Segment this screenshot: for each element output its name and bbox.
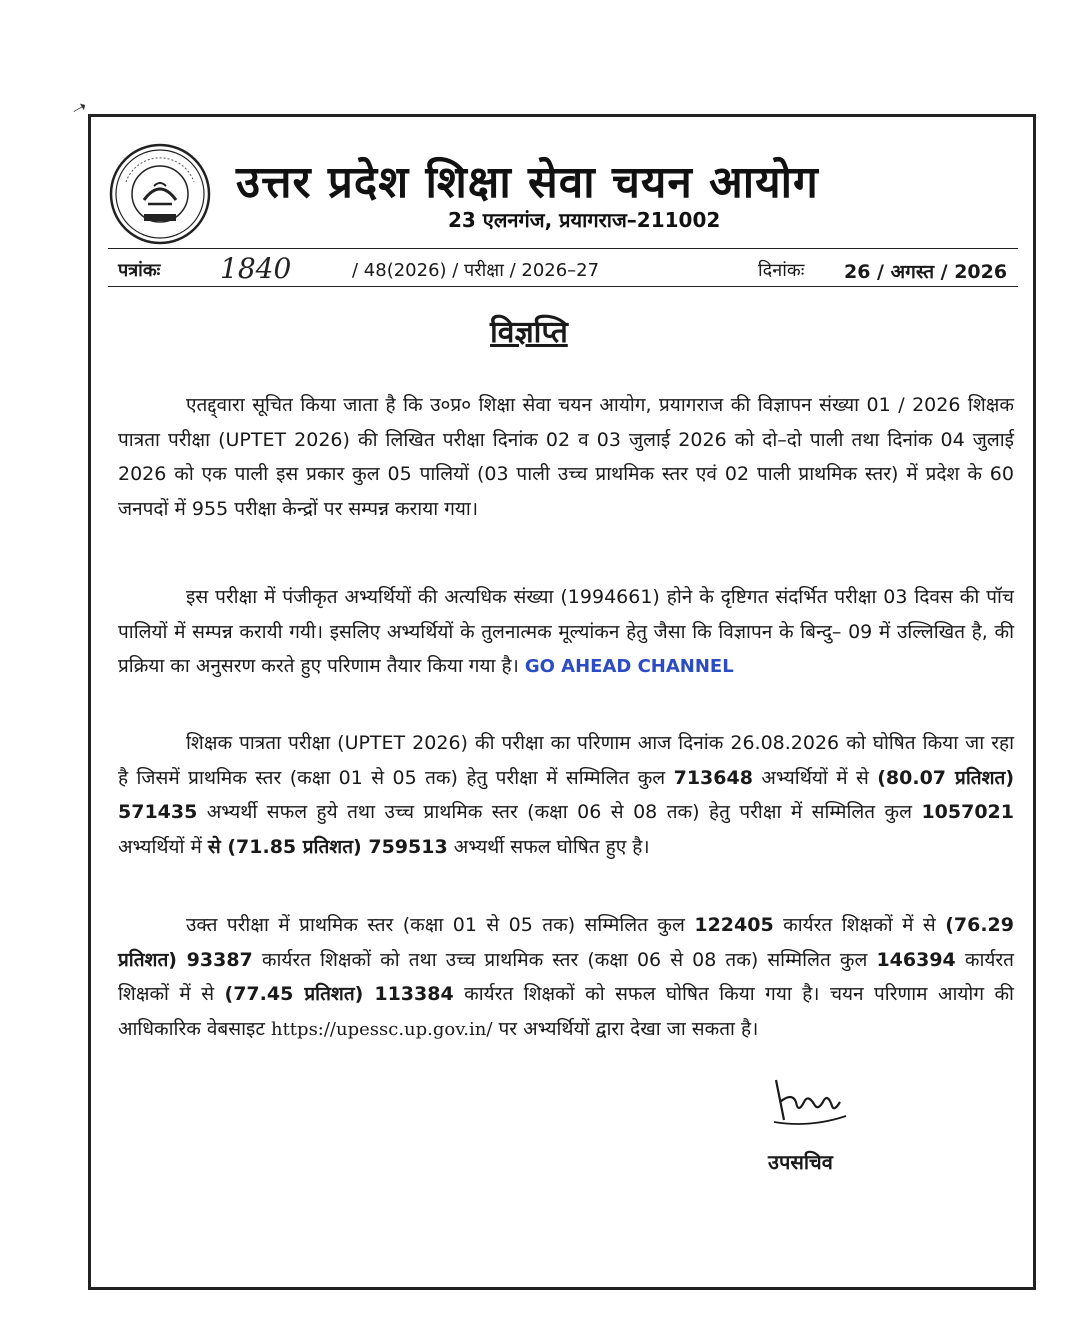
- staple-mark: ➝: [67, 95, 92, 122]
- upper-primary-pass-stat: से (71.85 प्रतिशत) 759513: [207, 835, 448, 858]
- paragraph-3-text: अभ्यर्थियों में: [118, 835, 208, 858]
- paragraph-3: [118, 726, 1014, 864]
- document-border: [88, 114, 1036, 1290]
- upper-primary-teachers-count: 146394: [876, 948, 956, 971]
- reference-label: पत्रांकः: [118, 260, 161, 281]
- primary-teachers-pass-stat: (76.29 प्रतिशत) 93387: [118, 914, 1015, 971]
- paragraph-1: एतद्द्वारा सूचित किया जाता है कि उ०प्र० शिक्षा सेवा चयन आयोग, प्रयागराज की विज्ञापन संख्या 01 / 2026 शिक्षक पात्रता परीक्षा (UPTET 2026) की लिखित परीक्षा दिनांक 02 व 03 जुलाई 2026 को दो–दो पाली तथा दिनांक 04 जुलाई 2026 को एक पाली इस प्रकार कुल 05 पालियों (03 पाली उच्च प्राथमिक स्तर एवं 02 पाली प्राथमिक स्तर) में प्रदेश के 60 जनपदों में 955 परीक्षा केन्द्रों पर सम्पन्न कराया गया।: [118, 394, 1014, 520]
- paragraph-2: [118, 580, 1014, 685]
- primary-teachers-count: 122405: [694, 914, 774, 936]
- paragraph-4-text: कार्यरत शिक्षकों में से: [118, 948, 1014, 1005]
- paragraph-2-text: इस परीक्षा में पंजीकृत अभ्यर्थियों की अत्यधिक संख्या (1994661) होने के दृष्टिगत संदर्भित परीक्षा 03 दिवस की पॉच पालियों में सम्पन्न करायी गयी। इसलिए अभ्यर्थियों के तुलनात्मक मूल्यांकन हेतु जैसा कि विज्ञापन के बिन्दु– 09 में उल्लिखित है, की प्रक्रिया का अनुसरण करते हुए परिणाम तैयार किया गया है।: [118, 586, 1014, 677]
- header-divider: [108, 248, 1018, 249]
- paragraph-4-text: पर अभ्यर्थियों द्वारा देखा जा सकता है।: [492, 1017, 759, 1040]
- signature-image: [770, 1072, 850, 1132]
- reference-handwritten-number: 1840: [220, 252, 292, 285]
- paragraph-3-text: अभ्यर्थी सफल हुये तथा उच्च प्राथमिक स्तर (कक्षा 06 से 08 तक) हेतु परीक्षा में सम्मिलित कुल: [197, 801, 922, 823]
- website-link[interactable]: https://upessc.up.gov.in/: [270, 1018, 493, 1040]
- watermark-text: GO AHEAD CHANNEL: [524, 656, 734, 677]
- commission-address: 23 एलनगंज, प्रयागराज–211002: [448, 208, 721, 232]
- paragraph-4-text: कार्यरत शिक्षकों को तथा उच्च प्राथमिक स्तर (कक्षा 06 से 08 तक) सम्मिलित कुल: [252, 948, 877, 971]
- paragraph-3-text: अभ्यर्थियों में से: [752, 766, 878, 789]
- reference-code: / 48(2026) / परीक्षा / 2026–27: [352, 260, 600, 281]
- reference-divider: [108, 286, 1018, 287]
- paragraph-3-text: शिक्षक पात्रता परीक्षा (UPTET 2026) की परीक्षा का परिणाम आज दिनांक 26.08.2026 को घोषित किया जा रहा है जिसमें प्राथमिक स्तर (कक्षा 01 से 05 तक) हेतु परीक्षा में सम्मिलित कुल: [118, 732, 1014, 789]
- paragraph-3-text: अभ्यर्थी सफल घोषित हुए है।: [447, 835, 650, 858]
- paragraph-4-text: उक्त परीक्षा में प्राथमिक स्तर (कक्षा 01 से 05 तक) सम्मिलित कुल: [186, 914, 695, 936]
- primary-pass-stat: (80.07 प्रतिशत) 571435: [118, 766, 1014, 823]
- notice-heading: विज्ञप्ति: [490, 315, 568, 350]
- signatory-designation: उपसचिव: [768, 1150, 833, 1174]
- upper-primary-teachers-pass-stat: (77.45 प्रतिशत) 113384: [224, 983, 454, 1005]
- upper-primary-appeared-count: 1057021: [921, 801, 1014, 823]
- paragraph-4: [118, 908, 1014, 1047]
- primary-appeared-count: 713648: [673, 766, 753, 789]
- date-label: दिनांकः: [758, 260, 805, 281]
- commission-seal-logo: [108, 142, 212, 246]
- paragraph-4-text: कार्यरत शिक्षकों में से: [773, 914, 946, 936]
- commission-name: उत्तर प्रदेश शिक्षा सेवा चयन आयोग: [236, 157, 819, 208]
- paragraph-4-text: कार्यरत शिक्षकों को सफल घोषित किया गया है। चयन परिणाम आयोग की आधिकारिक वेबसाइट: [118, 983, 1014, 1040]
- date-value: 26 / अगस्त / 2026: [844, 261, 1008, 283]
